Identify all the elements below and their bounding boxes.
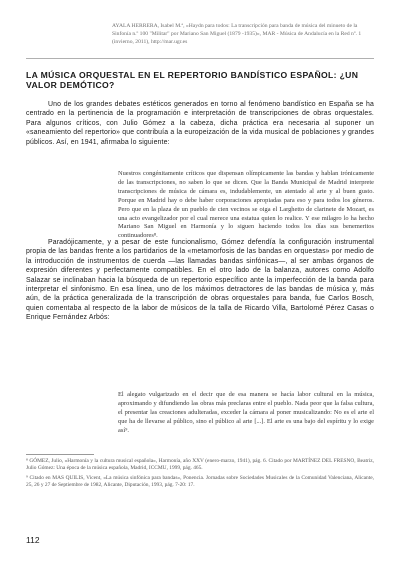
block-quote-2: El alegato vulgarizado en el decir que de esa manera se hacía labor cultural en la música, aproximando y difundiendo las obras más preclaras entre el pueblo. Nada peor que la falsa cultura, el presentar las creaciones adulteradas, exceder la cámara al poner musicalizando: No es el arte el que ha de llevarse al público, sino el público al arte [...]. El arte es una bajo del espíritu y lo exige así⁹. (118, 391, 374, 434)
page-number: 112 (26, 535, 40, 545)
footnote-9: ⁹ Citado en MAS QUILIS, Vicent, «La música sinfónica para bandas», Ponencia. Jornadas sobre Sociedades Musicales de la Comunidad Valenciana, Alicante, 25, 26 y 27 de Septiembre de 1982, Alicante, Diputación, 1993, pág. 7-20: 17. (26, 474, 374, 489)
footnotes (26, 458, 374, 492)
block-quote-1: Nuestros congénitamente críticos que dispensan olímpicamente las bandas y hablan irónicamente de las transcripciones, no saben lo que se dicen. Que la Banda Municipal de Madrid interprete transcripciones de música de cámara es, indudablemente, un atentado al arte y al buen gusto. Porque en Madrid hay o debe haber corporaciones apropiadas para eso y para todos los géneros. Pero que en la plaza de un pueblo de cien vecinos se oiga el Larghetto de clarinete de Mozart, es una acto evangelizador por el cual merece una estatua quien lo realice. Y ese milagro lo ha hecho Mariano San Miguel en Harmonía y lo siguen haciendo todos los días sus benemeritos continuadores⁸. (118, 170, 374, 240)
running-header: AYALA HERRERA, Isabel M.ª, «Haydn para todos: La transcripción para banda de música del minueto de la Sinfonía n.º 100 "Militar" por Mariano San Miguel (1879 -1935)», MAR - Música de Andalucía en la Red nº. 1 (invierno, 2011), http://mar.ugr.es (112, 23, 362, 45)
section-title: LA MÚSICA ORQUESTAL EN EL REPERTORIO BANDÍSTICO ESPAÑOL: ¿UN VALOR DEMÓTICO? (26, 70, 359, 90)
footnote-divider (26, 454, 94, 455)
body-paragraph-1: Uno de los grandes debates estéticos generados en torno al fenómeno bandístico en España se ha centrado en la pertinencia de la programación e interpretación de transcripciones de obras orquestales. Para algunos críticos, con Julio Gómez a la cabeza, dicha práctica era necesaria al suponer un «saneamiento del repertorio» que contribuía a la europeización de la vida musical de poblaciones y grandes públicos. Así, en 1941, afirmaba lo siguiente: (26, 101, 374, 146)
footnote-8: ⁸ GÓMEZ, Julio, «Harmonía y la cultura musical española», Harmonía, año XXV (enero-marzo, 1941), pág. 6. Citado por MARTÍNEZ DEL FRESNO, Beatriz, Julio Gómez: Una época de la música española, Madrid, ICCMU, 1999, pág. 465. (26, 458, 374, 472)
body-paragraph-2: Paradójicamente, y a pesar de este funcionalismo, Gómez defendía la configuración instrumental propia de las bandas frente a los partidarios de la «metamorfosis de las bandas en orquestas» por medio de la introducción de instrumentos de cuerda —las llamadas bandas sinfónicas—, al ser ambas órganos de expresión diferentes y perfectamente compatibles. En el otro lado de la balanza, autores como Adolfo Salazar se inclinaban hacia la búsqueda de un repertorio específico ante la imperfección de la banda para interpretar el sinfonismo. En esa línea, uno de los máximos detractores de las bandas de música y, más aún, de la práctica generalizada de la transcripción de obras orquestales para banda, fue Carlos Bosch, quien comentaba al respecto de la labor de músicos de la talla de Ricardo Villa, Bartolomé Pérez Casas o Enrique Fernández Arbós: (26, 239, 374, 322)
header-divider (26, 58, 374, 59)
